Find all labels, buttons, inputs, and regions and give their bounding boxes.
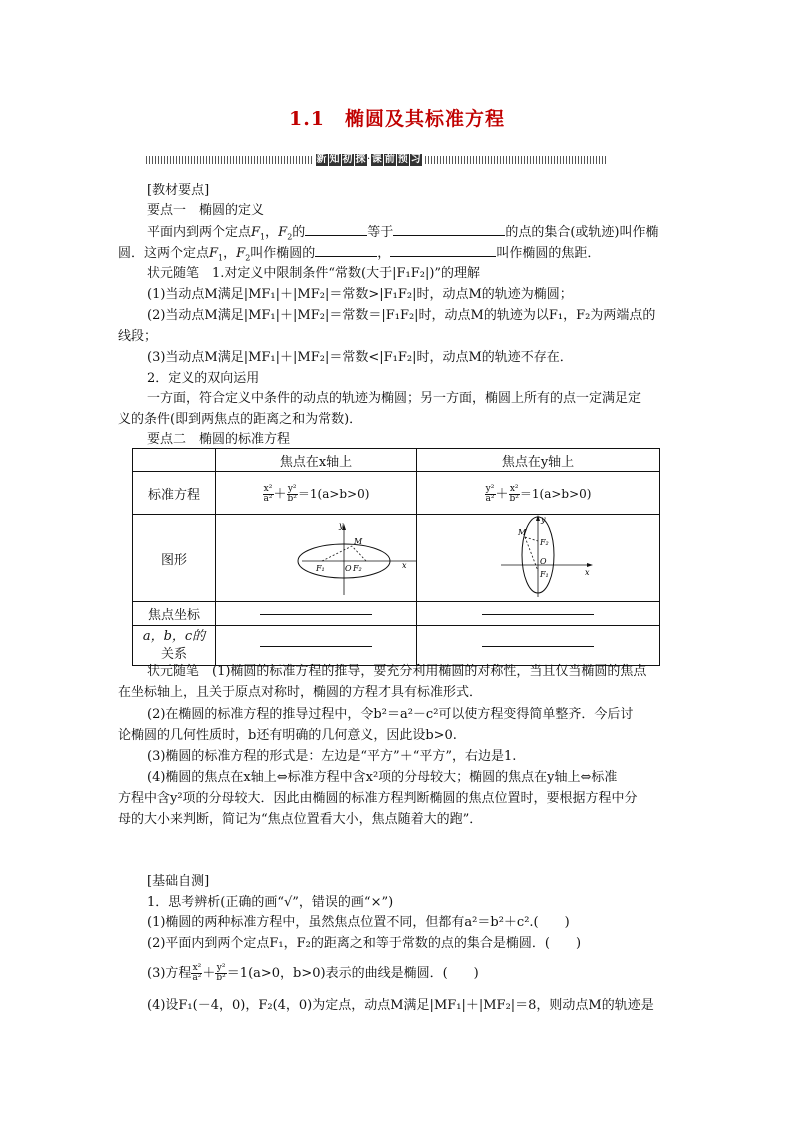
question-1-item-4: (4)设F₁(－4，0)，F₂(4，0)为定点，动点M满足|MF₁|＋|MF₂|＝8，则动点M的轨迹是 — [147, 998, 654, 1013]
equation-y: $\frac{\text{y²}}{\text{a²}}$ ＋ $\frac{\text{x²}}{\text{b²}}$ ＝1(a>b>0) — [417, 472, 660, 515]
table-row-equation: 标准方程 $\frac{\text{x²}}{\text{a²}}$ ＋ $\frac{\text{y²}}{\text{b²}}$ ＝1(a>b>0) $\frac{\text{y²}}{\text{a²}}$ ＋ $\frac{\text{x²}}{\text{b²}}$ ＝1(a>b>0) — [133, 472, 660, 515]
col-x-axis: 焦点在x轴上 — [216, 449, 417, 472]
section-header-materials: [教材要点] — [147, 183, 210, 198]
ellipse-standard-equation-table — [132, 448, 660, 666]
note-2-title: 2．定义的双向运用 — [147, 371, 260, 386]
svg-text:M: M — [354, 537, 363, 546]
note-1-item-2: (2)当动点M满足|MF₁|＋|MF₂|＝常数＝|F₁F₂|时，动点M的轨迹为以F₁，F₂为两端点的 — [147, 308, 656, 323]
svg-text:x: x — [585, 568, 590, 577]
note-3-line-2: 在坐标轴上，且关于原点对称时，椭圆的方程才具有标准形式． — [118, 685, 483, 700]
note-2-line-2: 义的条件(即到两焦点的距离之和为常数)． — [118, 412, 363, 427]
note-3-item-3: (3)椭圆的标准方程的形式是：左边是“平方”＋“平方”，右边是1. — [147, 749, 517, 764]
svg-text:O: O — [345, 564, 352, 573]
svg-text:x: x — [402, 561, 407, 570]
question-1-item-1: (1)椭圆的两种标准方程中，虽然焦点位置不同，但都有a²＝b²＋c².( ) — [147, 915, 570, 930]
note-1-title: 状元随笔 1.对定义中限制条件“常数(大于|F₁F₂|)”的理解 — [147, 266, 481, 281]
page-title: 1.1 椭圆及其标准方程 — [288, 108, 506, 130]
col-y-axis: 焦点在y轴上 — [417, 449, 660, 472]
note-1-item-3: (3)当动点M满足|MF₁|＋|MF₂|＝常数<|F₁F₂|时，动点M的轨迹不存在． — [147, 350, 573, 365]
section-banner — [146, 153, 606, 167]
figure-y-cell — [417, 515, 660, 602]
note-3-item-2: (2)在椭圆的标准方程的推导过程中，令b²＝a²－c²可以使方程变得简单整齐．今后讨 — [147, 707, 634, 722]
blank-focus-x — [216, 602, 417, 626]
note-3-item-4: (4)椭圆的焦点在x轴上⇔标准方程中含x²项的分母较大；椭圆的焦点在y轴上⇔标准 — [147, 770, 618, 785]
question-1-item-3: (3)方程 $\frac{\text{x²}}{\text{a²}}$ ＋ $\frac{\text{y²}}{\text{b²}}$ ＝1(a>0，b>0)表示的曲线是椭圆．( ) — [147, 963, 479, 983]
svg-text:F₁: F₁ — [540, 570, 549, 579]
definition-line-1: 平面内到两个定点$F_1$，$F_2$的 等于 的点的集合(或轨迹)叫作椭 — [147, 221, 658, 248]
question-1-title: 1．思考辨析(正确的画“√”，错误的画“×”) — [147, 895, 394, 910]
svg-text:F₂: F₂ — [540, 538, 549, 547]
blank-relation-x — [216, 626, 417, 666]
banner-label: 新 知 初 探 · 课 前 预 习 — [313, 153, 424, 167]
svg-text:M: M — [518, 528, 527, 537]
blank-focus-y — [417, 602, 660, 626]
table-row-focus: 焦点坐标 — [133, 602, 660, 626]
definition-line-2: 圆．这两个定点$F_1$，$F_2$叫作椭圆的 ， 叫作椭圆的焦距． — [118, 242, 600, 269]
svg-text:F₁: F₁ — [316, 564, 325, 573]
table-header-row — [133, 449, 660, 472]
note-2-line-1: 一方面，符合定义中条件的动点的轨迹为椭圆；另一方面，椭圆上所有的点一定满足定 — [147, 391, 642, 406]
note-3-item-2-cont: 论椭圆的几何性质时，b还有明确的几何意义，因此设b>0. — [118, 728, 457, 743]
blank-relation-y — [417, 626, 660, 666]
note-3-item-4-cont1: 方程中含y²项的分母较大．因此由椭圆的标准方程判断椭圆的焦点位置时，要根据方程中分 — [118, 791, 638, 806]
ellipse-x-figure — [216, 515, 416, 597]
note-3-line-1: 状元随笔 (1)椭圆的标准方程的推导，要充分利用椭圆的对称性，当且仅当椭圆的焦点 — [147, 664, 647, 679]
note-1-item-2-cont: 线段； — [118, 329, 158, 344]
equation-x: $\frac{\text{x²}}{\text{a²}}$ ＋ $\frac{\text{y²}}{\text{b²}}$ ＝1(a>b>0) — [216, 472, 417, 515]
svg-text:O: O — [540, 557, 547, 566]
note-3-item-4-cont2: 母的大小来判断，简记为“焦点位置看大小，焦点随着大的跑”． — [118, 812, 483, 827]
question-1-item-2: (2)平面内到两个定点F₁，F₂的距离之和等于常数的点的集合是椭圆．( ) — [147, 936, 582, 951]
table-row-figure: 图形 y x M F₁ O F₂ y x M F₂ O F₁ — [133, 515, 660, 602]
svg-text:F₂: F₂ — [353, 564, 362, 573]
svg-text:y: y — [541, 515, 546, 524]
svg-text:y: y — [339, 521, 344, 530]
point2-title: 要点二 椭圆的标准方程 — [147, 432, 291, 447]
table-row-relation: a，b，c的 关系 — [133, 626, 660, 666]
ellipse-y-figure — [417, 515, 659, 597]
point1-title: 要点一 椭圆的定义 — [147, 203, 265, 218]
figure-x-cell — [216, 515, 417, 602]
section-header-selftest: [基础自测] — [147, 874, 210, 889]
note-1-item-1: (1)当动点M满足|MF₁|＋|MF₂|＝常数>|F₁F₂|时，动点M的轨迹为椭圆； — [147, 287, 573, 302]
